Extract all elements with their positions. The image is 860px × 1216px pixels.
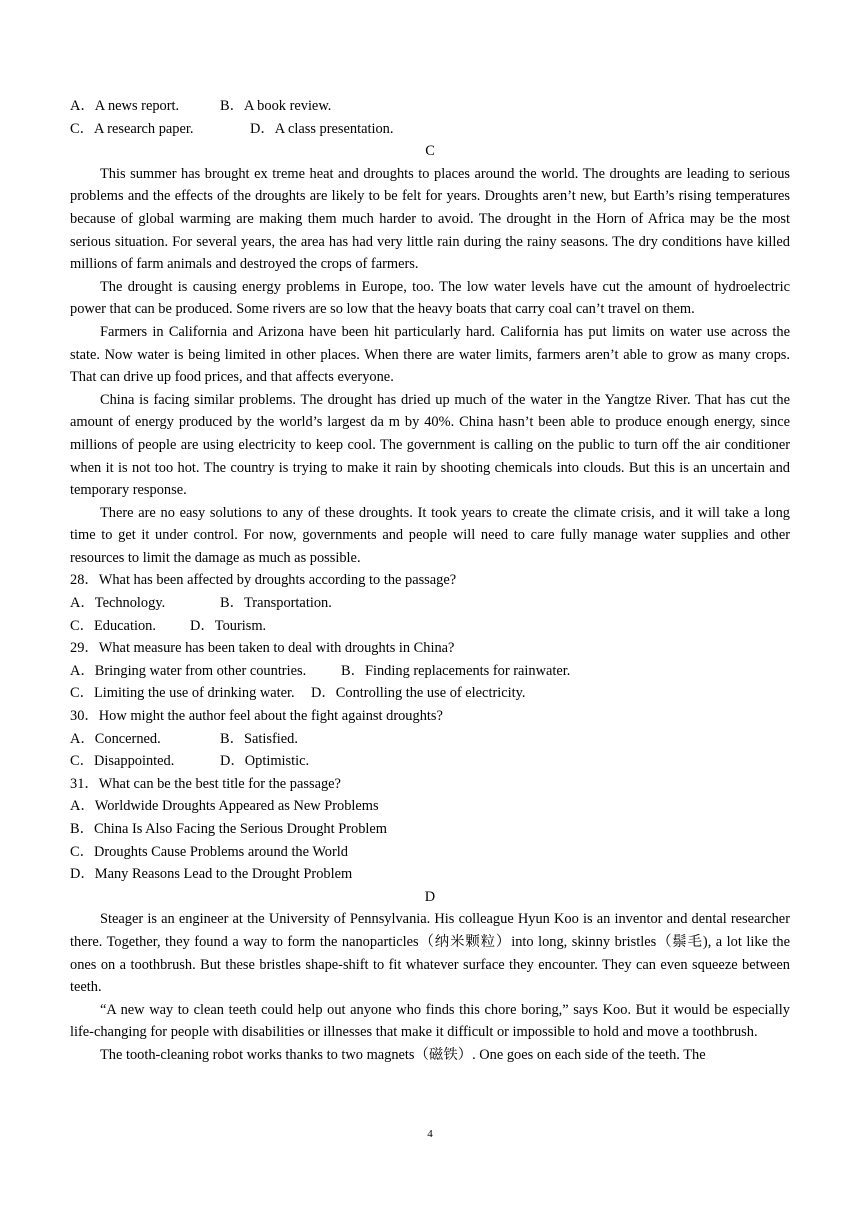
option-a: A．Concerned. (70, 730, 161, 747)
exam-page (70, 95, 790, 1067)
passage-paragraph: China is facing similar problems. The drought has dried up much of the water in the Yangtze River. That has cut the amount of energy produced by the world’s largest da m by 40%. China hasn’t been able to produce enough energy, since millions of people are using electricity to keep cool. The government is calling on the public to turn off the air conditioner when it is not too hot. The country is trying to make it rain by shooting chemicals into clouds. But this is an uncertain and temporary response. (70, 391, 790, 499)
options-row (70, 95, 790, 118)
option-b: B．China Is Also Facing the Serious Drought Problem (70, 821, 387, 837)
page-number: 4 (427, 1128, 433, 1140)
option-c: C．A research paper. (70, 120, 194, 137)
option-b: B．Satisfied. (220, 730, 298, 747)
section-heading-d: D (424, 888, 436, 905)
options-row (70, 660, 790, 683)
option-d: D．Tourism. (190, 617, 267, 634)
passage-paragraph: The tooth-cleaning robot works thanks to two magnets（磁铁）. One goes on each side of the teeth. The (100, 1046, 706, 1063)
question-stem: 28．What has been affected by droughts according to the passage? (70, 572, 457, 589)
options-row (70, 592, 790, 615)
option-c: C．Droughts Cause Problems around the World (70, 843, 348, 860)
option-c: C．Disappointed. (70, 753, 175, 770)
option-d: D．Many Reasons Lead to the Drought Problem (70, 866, 353, 883)
option-c: C．Education. (70, 617, 156, 634)
passage-paragraph: Farmers in California and Arizona have been hit particularly hard. California has put limits on water use across the state. Now water is being limited in other places. When there are water limits, farmers aren’t able to grow as many crops. That can drive up food prices, and that affects everyone. (70, 323, 790, 386)
question-stem: 30．How might the author feel about the fight against droughts? (70, 708, 443, 725)
option-d: D．Controlling the use of electricity. (311, 685, 526, 702)
options-row (70, 118, 790, 141)
option-b: B．A book review. (220, 98, 332, 114)
passage-paragraph: This summer has brought ex treme heat and droughts to places around the world. The droughts are leading to serious problems and the effects of the droughts are likely to be felt for years. Droughts aren’t new, but Earth’s rising temperatures because of global warming are making them much harder to avoid. The drought in the Horn of Africa may be the most serious situation. For several years, the area has had very little rain during the rainy seasons. The dry conditions have killed millions of farm animals and destroyed the crops of farmers. (70, 165, 790, 273)
option-d: D．Optimistic. (220, 753, 310, 770)
option-a: A．Worldwide Droughts Appeared as New Problems (70, 798, 379, 815)
passage-paragraph: Steager is an engineer at the University of Pennsylvania. His colleague Hyun Koo is an inventor and dental researcher there. Together, they found a way to form the nanoparticles（纳米颗粒）into long, skinny bristles（鬃毛), a lot like the ones on a toothbrush. But these bristles shape-shift to fit whatever surface they encounter. They can even squeeze between teeth. (70, 911, 790, 996)
option-b: B．Transportation. (220, 595, 332, 612)
option-d: D．A class presentation. (250, 120, 394, 137)
options-row (70, 682, 790, 705)
section-heading-c: C (425, 143, 435, 160)
option-c: C．Limiting the use of drinking water. (70, 685, 295, 702)
option-a: A．A news report. (70, 98, 180, 114)
passage-paragraph: There are no easy solutions to any of these droughts. It took years to create the climate crisis, and it will take a long time to get it under control. For now, governments and people will need to care fully manage water supplies and other resources to limit the damage as much as possible. (70, 504, 790, 566)
option-a: A．Technology. (70, 595, 166, 612)
options-row (70, 728, 790, 751)
options-row (70, 615, 790, 638)
passage-paragraph: “A new way to clean teeth could help out anyone who finds this chore boring,” says Koo. But it would be especially life-changing for people with disabilities or illnesses that make it difficult or impossible to hold and move a toothbrush. (70, 1001, 790, 1041)
options-row (70, 750, 790, 773)
question-stem: 31．What can be the best title for the passage? (70, 775, 341, 792)
passage-paragraph: The drought is causing energy problems in Europe, too. The low water levels have cut the amount of hydroelectric power that can be produced. Some rivers are so low that the heavy boats that carry coal can’t travel on them. (70, 278, 790, 318)
question-stem: 29．What measure has been taken to deal with droughts in China? (70, 640, 455, 657)
option-a: A．Bringing water from other countries. (70, 662, 307, 679)
option-b: B．Finding replacements for rainwater. (341, 662, 571, 679)
